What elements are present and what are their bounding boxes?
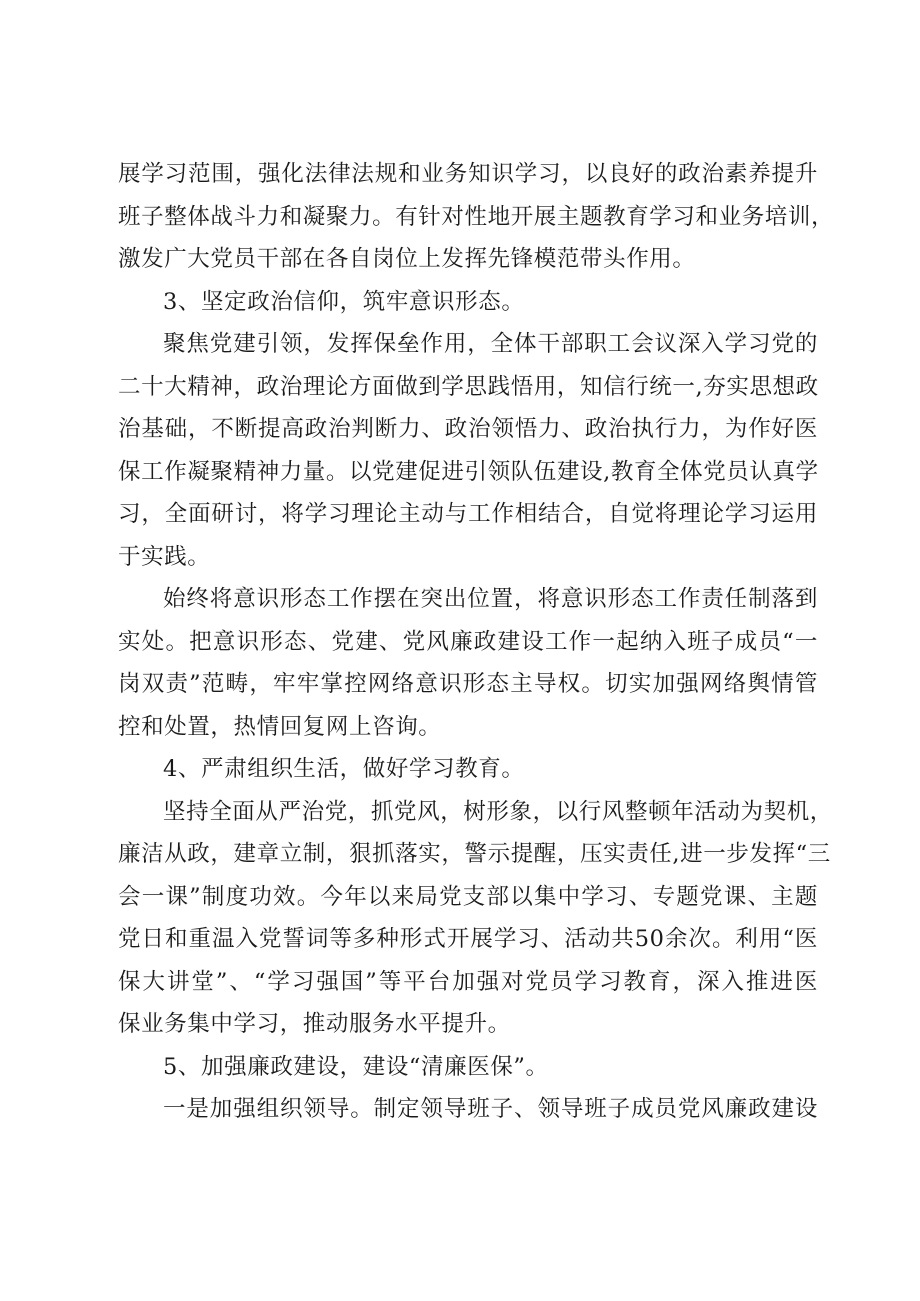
text-line-18: 会一课”制度功效。今年以来局党支部以集中学习、专题党课、主题 xyxy=(118,883,818,910)
text-line-11: 始终将意识形态工作摆在突出位置，将意识形态工作责任制落到 xyxy=(163,586,818,612)
text-line-13: 岗双责”范畴，牢牢掌控网络意识形态主导权。切实加强网络舆情管 xyxy=(118,671,818,697)
section-heading-3: 3、坚定政治信仰，筑牢意识形态。 xyxy=(163,288,525,315)
text-line-3: 激发广大党员干部在各自岗位上发挥先锋模范带头作用。 xyxy=(118,246,696,272)
text-line-12: 实处。把意识形态、党建、党风廉政建设工作一起纳入班子成员“一 xyxy=(118,628,818,655)
section-heading-4: 4、严肃组织生活，做好学习教育。 xyxy=(163,756,525,782)
text-line-21: 保业务集中学习，推动服务水平提升。 xyxy=(118,1011,511,1037)
text-line-17: 廉洁从政，建章立制，狠抓落实，警示提醒，压实责任,进一步发挥“三 xyxy=(118,841,831,867)
text-line-14: 控和处置，热情回复网上咨询。 xyxy=(118,713,442,740)
text-line-2: 班子整体战斗力和凝聚力。有针对性地开展主题教育学习和业务培训， xyxy=(118,203,835,230)
text-line-1: 展学习范围，强化法律法规和业务知识学习，以良好的政治素养提升 xyxy=(118,161,818,187)
text-line-23: 一是加强组织领导。制定领导班子、领导班子成员党风廉政建设 xyxy=(163,1096,818,1122)
text-line-16: 坚持全面从严治党，抓党风，树形象，以行风整顿年活动为契机， xyxy=(163,798,833,825)
text-line-9: 习，全面研讨，将学习理论主动与工作相结合，自觉将理论学习运用 xyxy=(118,501,818,527)
body-text xyxy=(118,153,835,1131)
text-line-5: 聚焦党建引领，发挥保垒作用，全体干部职工会议深入学习党的 xyxy=(163,331,818,357)
text-line-7: 治基础，不断提高政治判断力、政治领悟力、政治执行力，为作好医 xyxy=(118,416,818,442)
text-line-19: 党日和重温入党誓词等多种形式开展学习、活动共50余次。利用“医 xyxy=(118,926,818,952)
text-line-20: 保大讲堂”、“学习强国”等平台加强对党员学习教育，深入推进医 xyxy=(118,968,818,995)
section-heading-5: 5、加强廉政建设，建设“清廉医保”。 xyxy=(163,1053,549,1080)
text-line-8: 保工作凝聚精神力量。以党建促进引领队伍建设,教育全体党员认真学 xyxy=(118,458,819,485)
text-line-6: 二十大精神，政治理论方面做到学思践悟用，知信行统一,夯实思想政 xyxy=(118,373,819,400)
text-line-10: 于实践。 xyxy=(118,543,211,570)
